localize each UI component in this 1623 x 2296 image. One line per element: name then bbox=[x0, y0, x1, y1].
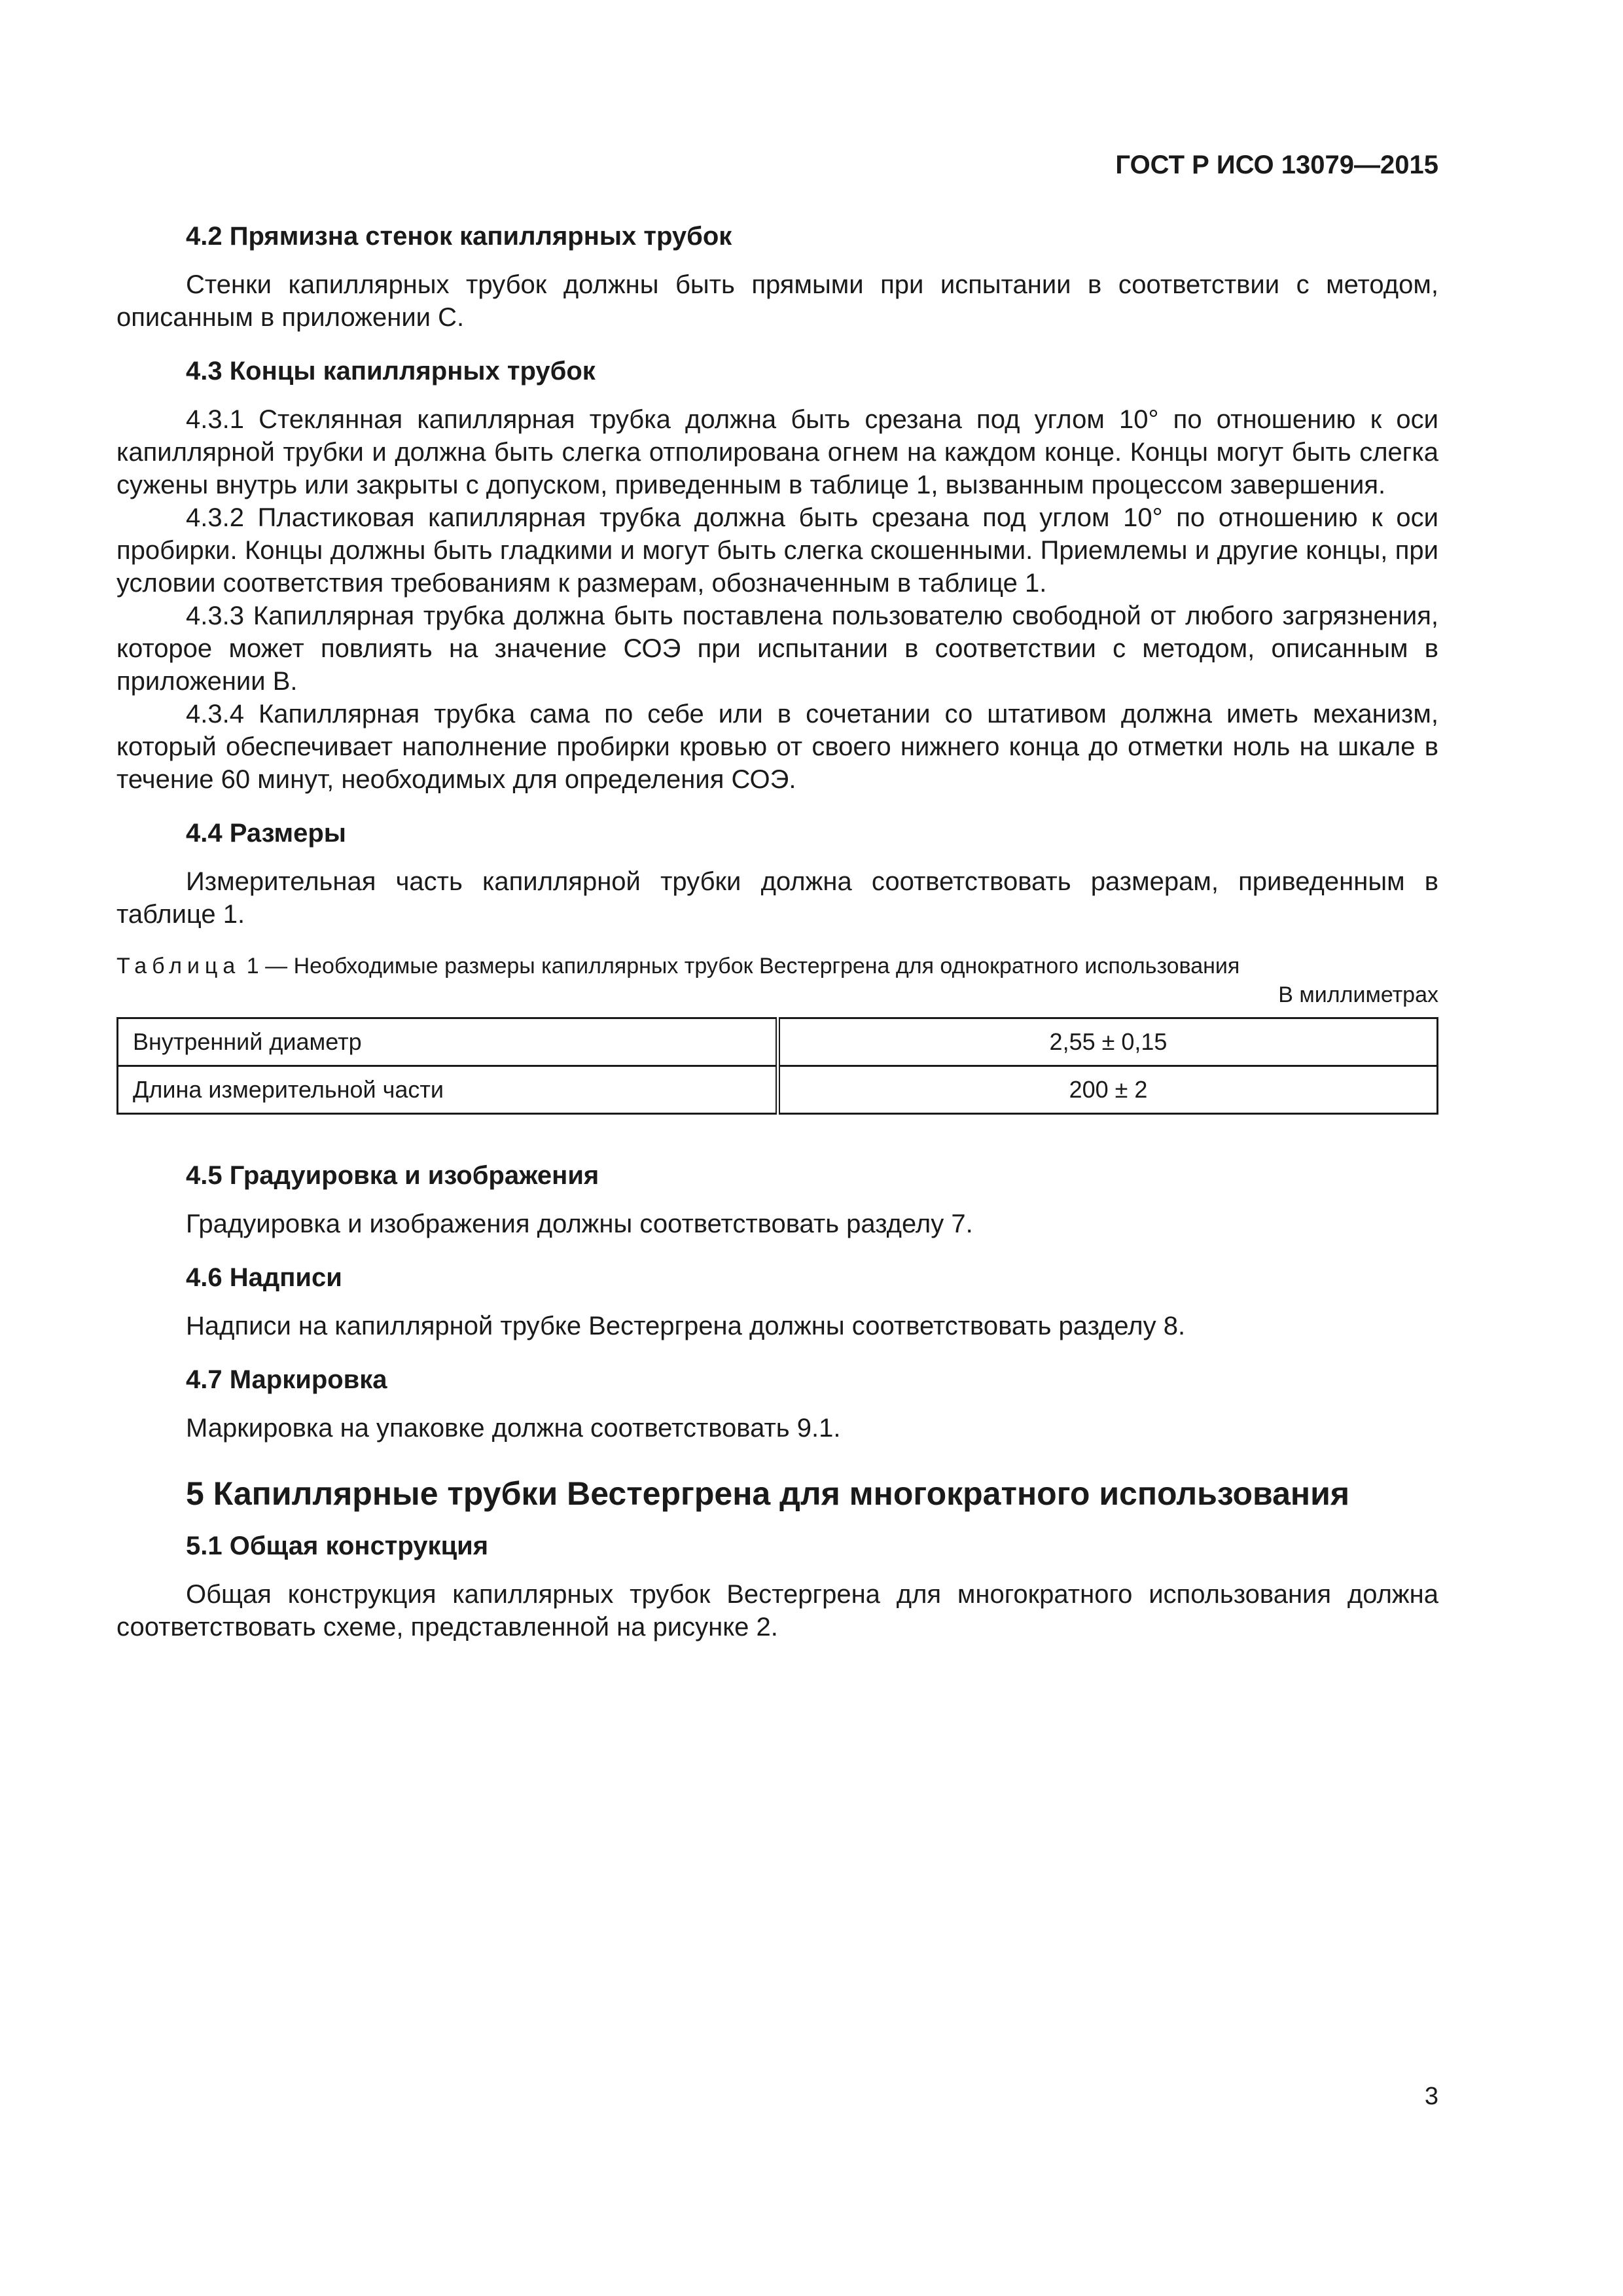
section-4-3-2-text: 4.3.2 Пластиковая капиллярная трубка должна быть срезана под углом 10° по отношению к оси пробирки. Концы должны быть гладкими и могут быть слегка скошенными. Приемлемы и другие концы, при условии соответствия требованиям к размерам, обозначенным в таблице 1. bbox=[116, 503, 1438, 598]
table-1-caption-text: 1 — Необходимые размеры капиллярных трубок Вестергрена для однократного использования bbox=[246, 954, 1240, 978]
table-1-units: В миллиметрах bbox=[1278, 982, 1438, 1007]
table-cell-name: Внутренний диаметр bbox=[118, 1018, 778, 1066]
table-1-caption bbox=[116, 952, 1438, 980]
section-4-6-text: Надписи на капиллярной трубке Вестергрена должны соответствовать разделу 8. bbox=[186, 1312, 1186, 1340]
section-4-4-text: Измерительная часть капиллярной трубки должна соответствовать размерам, приведенным в таблице 1. bbox=[116, 867, 1438, 929]
table-row bbox=[118, 1066, 1438, 1114]
section-4-2-heading: 4.2 Прямизна стенок капиллярных трубок bbox=[186, 222, 732, 251]
section-4-3-4-text: 4.3.4 Капиллярная трубка сама по себе или в сочетании со штативом должна иметь механизм, который обеспечивает наполнение пробирки кровью от своего нижнего конца до отметки ноль на шкале в течение 60 минут, необходимых для определения СОЭ. bbox=[116, 700, 1438, 794]
section-5-heading: 5 Капиллярные трубки Вестергрена для многократного использования bbox=[186, 1475, 1350, 1512]
section-4-5-heading: 4.5 Градуировка и изображения bbox=[186, 1161, 599, 1190]
section-4-3-1-text: 4.3.1 Стеклянная капиллярная трубка должна быть срезана под углом 10° по отношению к оси капиллярной трубки и должна быть слегка отполирована огнем на каждом конце. Концы могут быть слегка сужены внутрь или закрыты с допуском, приведенным в таблице 1, вызванным процессом завершения. bbox=[116, 405, 1438, 499]
document-page bbox=[116, 0, 1438, 2296]
table-cell-name: Длина измерительной части bbox=[118, 1066, 778, 1114]
page-number: 3 bbox=[1424, 2083, 1438, 2110]
document-body bbox=[116, 220, 1438, 1643]
section-4-2-text: Стенки капиллярных трубок должны быть прямыми при испытании в соответствии с методом, описанным в приложении С. bbox=[116, 270, 1438, 332]
section-4-6-heading: 4.6 Надписи bbox=[186, 1263, 342, 1292]
table-cell-value: 2,55 ± 0,15 bbox=[778, 1018, 1438, 1066]
section-4-5-text: Градуировка и изображения должны соответствовать разделу 7. bbox=[186, 1210, 973, 1238]
table-cell-value: 200 ± 2 bbox=[778, 1066, 1438, 1114]
section-4-3-heading: 4.3 Концы капиллярных трубок bbox=[186, 357, 596, 386]
section-4-3-3-text: 4.3.3 Капиллярная трубка должна быть поставлена пользователю свободной от любого загрязнения, которое может повлиять на значение СОЭ при испытании в соответствии с методом, описанным в приложении В. bbox=[116, 601, 1438, 696]
section-4-4-heading: 4.4 Размеры bbox=[186, 819, 346, 848]
section-4-7-text: Маркировка на упаковке должна соответствовать 9.1. bbox=[186, 1414, 841, 1443]
table-row bbox=[118, 1018, 1438, 1066]
table-1 bbox=[116, 1017, 1438, 1115]
document-code: ГОСТ Р ИСО 13079—2015 bbox=[1115, 151, 1438, 179]
section-5-1-text: Общая конструкция капиллярных трубок Вестергрена для многократного использования должна соответствовать схеме, представленной на рисунке 2. bbox=[116, 1580, 1438, 1641]
section-5-1-heading: 5.1 Общая конструкция bbox=[186, 1532, 489, 1560]
section-4-7-heading: 4.7 Маркировка bbox=[186, 1365, 387, 1394]
table-1-caption-word: Таблица bbox=[116, 954, 241, 978]
